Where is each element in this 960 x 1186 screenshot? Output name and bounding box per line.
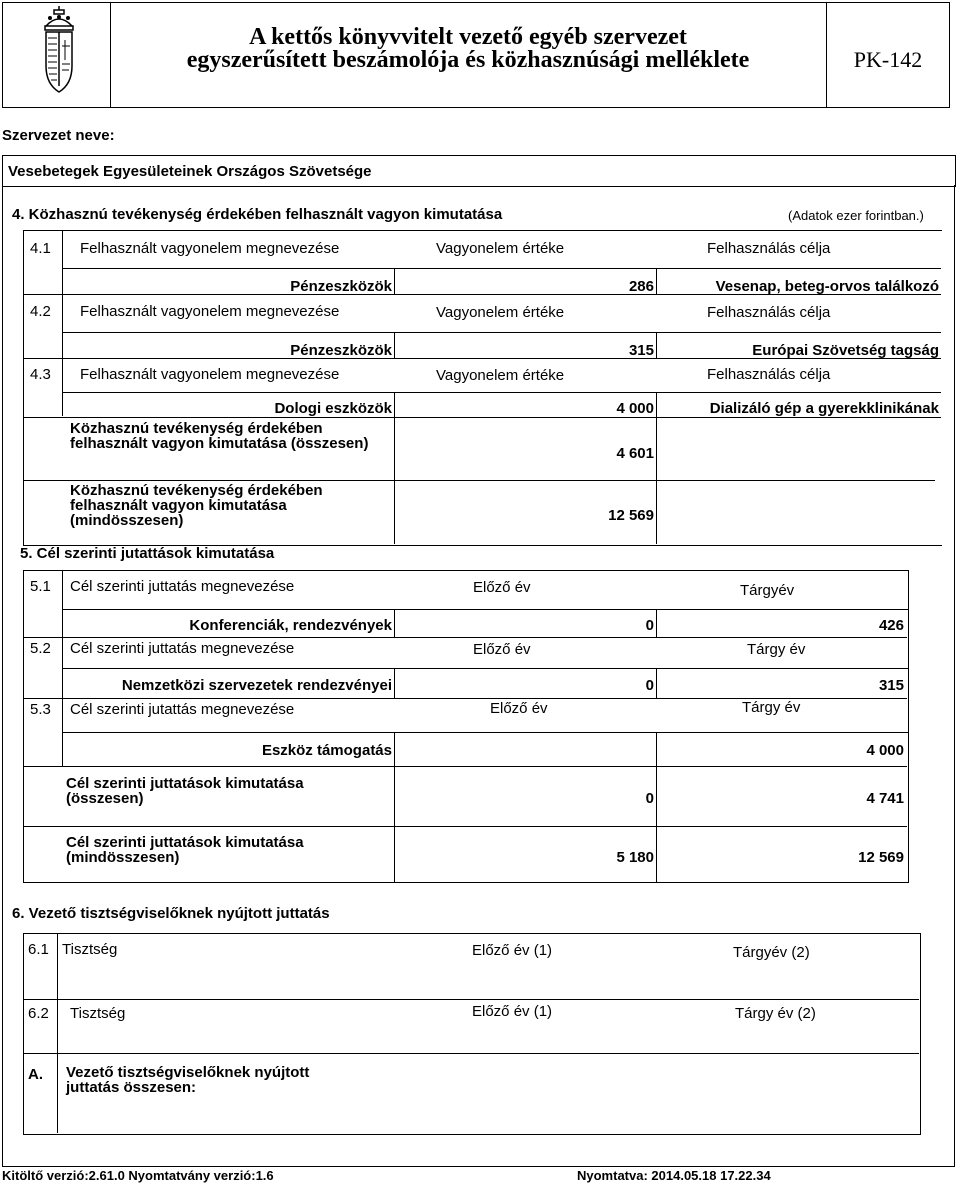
asset-value: 315 xyxy=(628,342,654,359)
section6-no-divider xyxy=(57,933,58,1133)
asset-name: Pénzeszközök xyxy=(290,278,392,295)
cell-divider xyxy=(394,392,395,544)
section6-title: 6. Vezető tisztségviselőknek nyújtott juttatás xyxy=(12,905,330,922)
row-divider xyxy=(23,480,935,481)
asset-name: Pénzeszközök xyxy=(290,342,392,359)
header-divider xyxy=(110,2,111,108)
column-header: Cél szerinti jutattás megnevezése xyxy=(70,701,295,718)
column-header: Felhasznált vagyonelem megnevezése xyxy=(80,303,340,320)
cell-divider xyxy=(656,392,657,544)
section4-no-divider xyxy=(62,230,63,416)
form-code: PK-142 xyxy=(853,47,923,72)
section5-grand-prev: 5 180 xyxy=(616,849,654,866)
main-frame-right xyxy=(954,185,955,1167)
cell-divider xyxy=(394,732,395,882)
row-divider xyxy=(62,392,941,393)
footer-printed: Nyomtatva: 2014.05.18 17.22.34 xyxy=(577,1168,771,1183)
cell-divider xyxy=(656,332,657,358)
benefit-name: Nemzetközi szervezetek rendezvényei xyxy=(121,677,392,694)
row-number: 4.2 xyxy=(30,303,51,320)
row-number: 5.3 xyxy=(30,701,51,718)
currency-note: (Adatok ezer forintban.) xyxy=(788,208,924,223)
column-header: Cél szerinti juttatás megnevezése xyxy=(70,640,295,657)
column-header: Felhasználás célja xyxy=(707,304,831,321)
cell-divider xyxy=(394,609,395,637)
column-header: Tárgyév (2) xyxy=(733,944,810,961)
column-header: Tárgy év xyxy=(747,641,806,658)
row-number: 5.1 xyxy=(30,578,51,595)
column-header: Felhasznált vagyonelem megnevezése xyxy=(80,240,340,257)
section4-grand-value: 12 569 xyxy=(608,507,654,524)
row-divider xyxy=(62,732,908,733)
page-title-line1: A kettős könyvvitelt vezető egyéb szervezet xyxy=(249,24,687,50)
benefit-name: Eszköz támogatás xyxy=(261,742,392,759)
column-header: Tárgy év (2) xyxy=(735,1005,816,1022)
org-name-value: Vesebetegek Egyesületeinek Országos Szövetsége xyxy=(8,163,372,180)
benefit-curr: 4 000 xyxy=(866,742,904,759)
column-header: Előző év xyxy=(473,641,531,658)
benefit-curr: 426 xyxy=(878,617,904,634)
column-header: Vagyonelem értéke xyxy=(436,240,565,257)
cell-divider xyxy=(656,609,657,637)
cell-divider xyxy=(394,332,395,358)
section6-frame xyxy=(23,933,921,1135)
cell-divider xyxy=(656,668,657,698)
row-divider xyxy=(23,417,941,418)
header-divider xyxy=(826,2,827,108)
column-header: Előző év xyxy=(473,579,531,596)
section5-total-curr: 4 741 xyxy=(866,790,904,807)
cell-divider xyxy=(656,268,657,294)
asset-value: 286 xyxy=(628,278,654,295)
column-header: Tárgy év xyxy=(742,699,801,716)
cell-divider xyxy=(394,268,395,294)
column-header: Tisztség xyxy=(70,1005,126,1022)
page-title-line2: egyszerűsített beszámolója és közhasznúsági melléklete xyxy=(186,47,750,73)
column-header: Felhasználás célja xyxy=(707,240,831,257)
row-number: 5.2 xyxy=(30,640,51,657)
cell-divider xyxy=(656,732,657,882)
row-divider xyxy=(23,766,907,767)
row-divider xyxy=(23,294,941,295)
asset-purpose: Dializáló gép a gyerekklinikának xyxy=(709,400,939,417)
benefit-prev: 0 xyxy=(645,617,654,634)
main-frame-bottom xyxy=(2,1166,955,1167)
section4-grand-label: Közhasznú tevékenység érdekében felhasznált vagyon kimutatása (mindösszesen) xyxy=(70,482,323,529)
row-number: 6.1 xyxy=(28,941,49,958)
section4-total-value: 4 601 xyxy=(616,445,654,462)
coat-of-arms-icon xyxy=(40,6,78,98)
row-divider xyxy=(62,332,941,333)
section4-total-label: Közhasznú tevékenység érdekében felhasznált vagyon kimutatása (összesen) xyxy=(70,420,369,452)
column-header: Tárgyév xyxy=(740,582,795,599)
footer-version: Kitöltő verzió:2.61.0 Nyomtatvány verzió:1.6 xyxy=(2,1168,274,1183)
section5-title: 5. Cél szerinti jutattások kimutatása xyxy=(20,545,275,562)
row-divider xyxy=(23,637,907,638)
asset-purpose: Európai Szövetség tagság xyxy=(752,342,939,359)
section4-title: 4. Közhasznú tevékenység érdekében felhasznált vagyon kimutatása xyxy=(12,206,503,223)
section5-grand-curr: 12 569 xyxy=(858,849,904,866)
cell-divider xyxy=(394,668,395,698)
org-name-label: Szervezet neve: xyxy=(2,127,115,144)
row-number: 6.2 xyxy=(28,1005,49,1022)
row-divider xyxy=(62,609,908,610)
section5-total-prev: 0 xyxy=(645,790,654,807)
row-number: 4.1 xyxy=(30,240,51,257)
row-divider xyxy=(23,1053,919,1054)
row-number: 4.3 xyxy=(30,366,51,383)
row-divider xyxy=(62,268,941,269)
column-header: Előző év (1) xyxy=(472,1003,553,1020)
benefit-curr: 315 xyxy=(878,677,904,694)
row-divider xyxy=(23,358,941,359)
column-header: Cél szerinti juttatás megnevezése xyxy=(70,578,295,595)
section5-grand-label: Cél szerinti juttatások kimutatása (mindösszesen) xyxy=(66,834,304,866)
section6-total-number: A. xyxy=(28,1066,43,1083)
column-header: Vagyonelem értéke xyxy=(436,367,565,384)
column-header: Előző év (1) xyxy=(472,942,553,959)
section6-total-label: Vezető tisztségviselőknek nyújtott juttatás összesen: xyxy=(66,1064,310,1096)
asset-name: Dologi eszközök xyxy=(274,400,392,417)
section5-total-label: Cél szerinti juttatások kimutatása (összesen) xyxy=(66,775,304,807)
main-frame-left xyxy=(2,185,3,1167)
benefit-prev: 0 xyxy=(645,677,654,694)
column-header: Előző év xyxy=(490,700,548,717)
row-divider xyxy=(23,999,919,1000)
benefit-name: Konferenciák, rendezvények xyxy=(189,617,392,634)
column-header: Felhasznált vagyonelem megnevezése xyxy=(80,366,340,383)
row-divider xyxy=(23,826,907,827)
asset-value: 4 000 xyxy=(616,400,654,417)
row-divider xyxy=(62,668,908,669)
column-header: Felhasználás célja xyxy=(707,366,831,383)
column-header: Vagyonelem értéke xyxy=(436,304,565,321)
column-header: Tisztség xyxy=(62,941,118,958)
asset-purpose: Vesenap, beteg-orvos találkozó xyxy=(715,278,939,295)
